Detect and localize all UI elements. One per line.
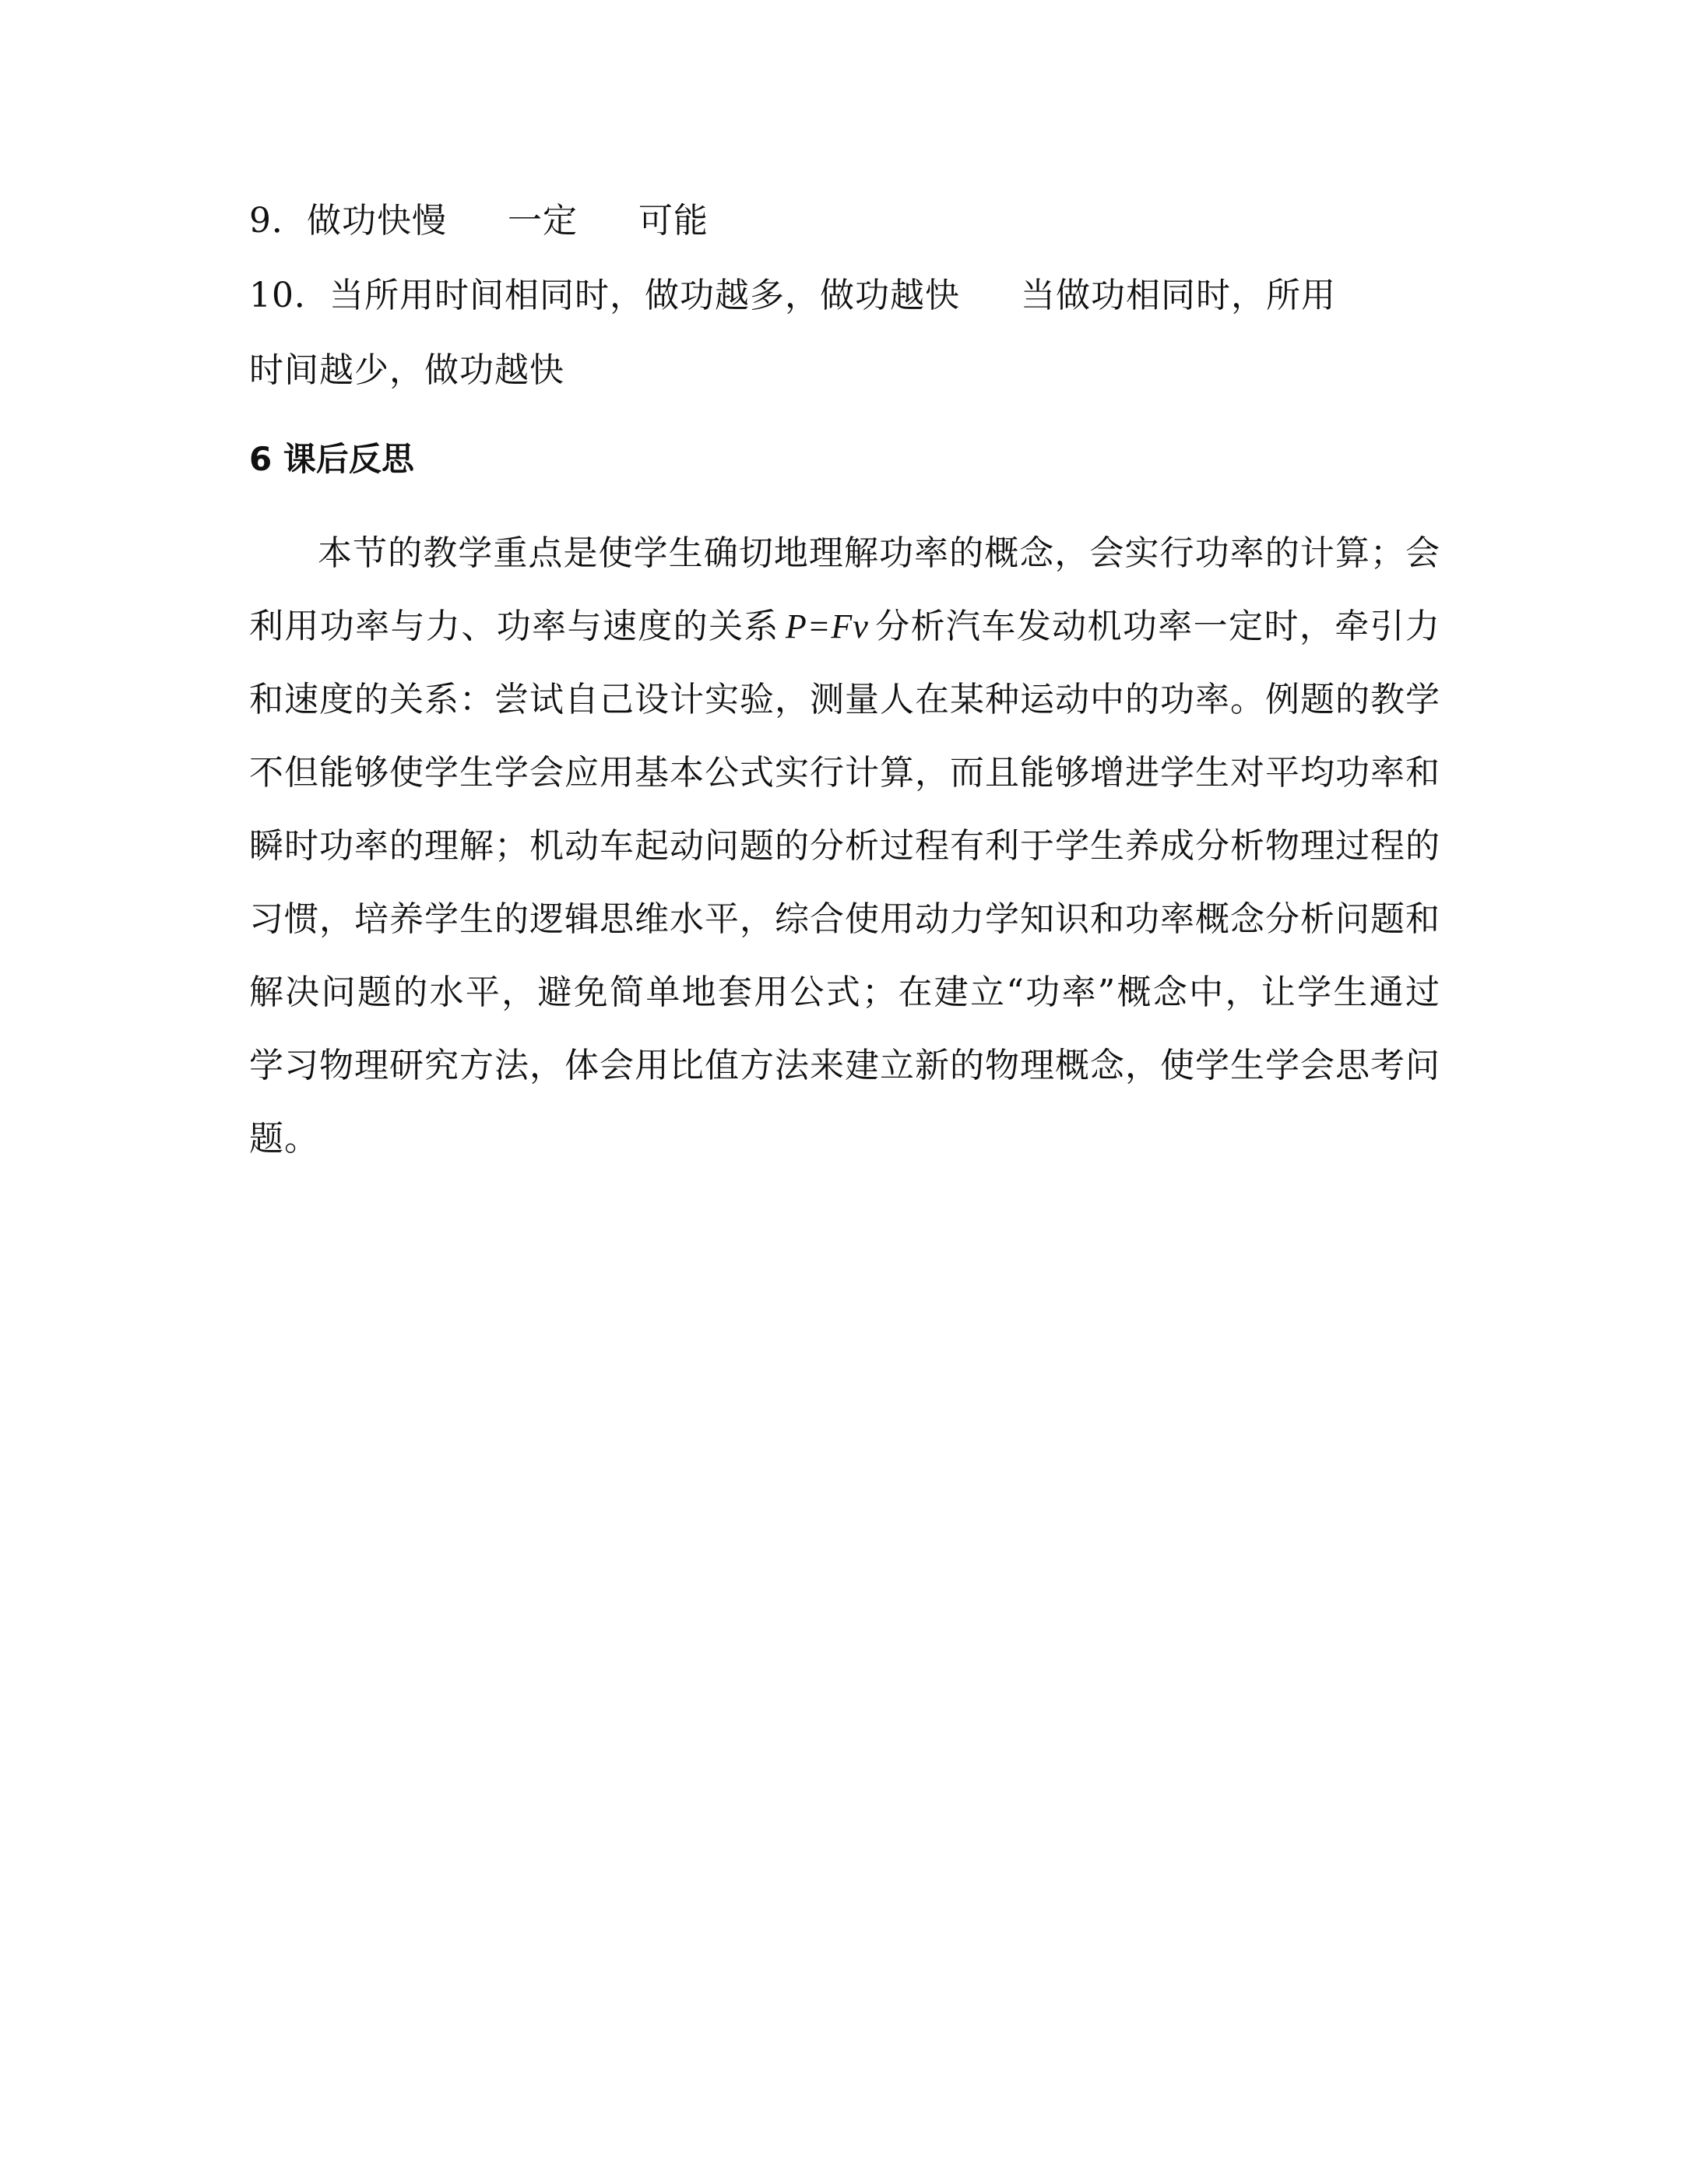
answer-item-10-line2: [249, 347, 564, 394]
power-formula: P=Fv: [785, 607, 869, 645]
answer-item-10-line1: [249, 273, 1336, 319]
item-9-answer-b: 一定: [508, 201, 578, 241]
paragraph-text-part2: 分析汽车发动机功率一定时，牵引力和速度的关系：尝试自己设计实验，测量人在某种运动中的功率。例题的教学不但能够使学生学会应用基本公式实行计算，而且能够增进学生对平均功率和瞬时功率的理解；机动车起动问题的分析过程有利于学生养成分析物理过程的习惯，培养学生的逻辑思维水平，综合使用动力学知识和功率概念分析问题和解决问题的水平，避免简单地套用公式；在建立“功率”概念中，让学生通过学习物理研究方法，体会用比值方法来建立新的物理概念，使学生学会思考问题。: [249, 607, 1440, 1159]
item-9-answer-a: 做功快慢: [307, 201, 447, 241]
item-9-number: 9．: [249, 201, 307, 241]
reflection-paragraph: [249, 517, 1440, 1176]
item-9-answer-c: 可能: [638, 201, 709, 241]
answer-item-9: [249, 198, 709, 244]
item-10-number: 10．: [249, 276, 329, 315]
item-10-answer-a: 当所用时间相同时，做功越多，做功越快: [329, 276, 960, 315]
paragraph-text-part1: 本节的教学重点是使学生确切地理解功率的概念，会实行功率的计算；会利用功率与力、功率与速度的关系: [249, 533, 1440, 646]
item-10-answer-b-part1: 当做功相同时，所用: [1021, 276, 1336, 315]
item-10-answer-b-part2: 时间越少，做功越快: [249, 350, 564, 390]
section-heading: 6 课后反思: [249, 440, 414, 478]
